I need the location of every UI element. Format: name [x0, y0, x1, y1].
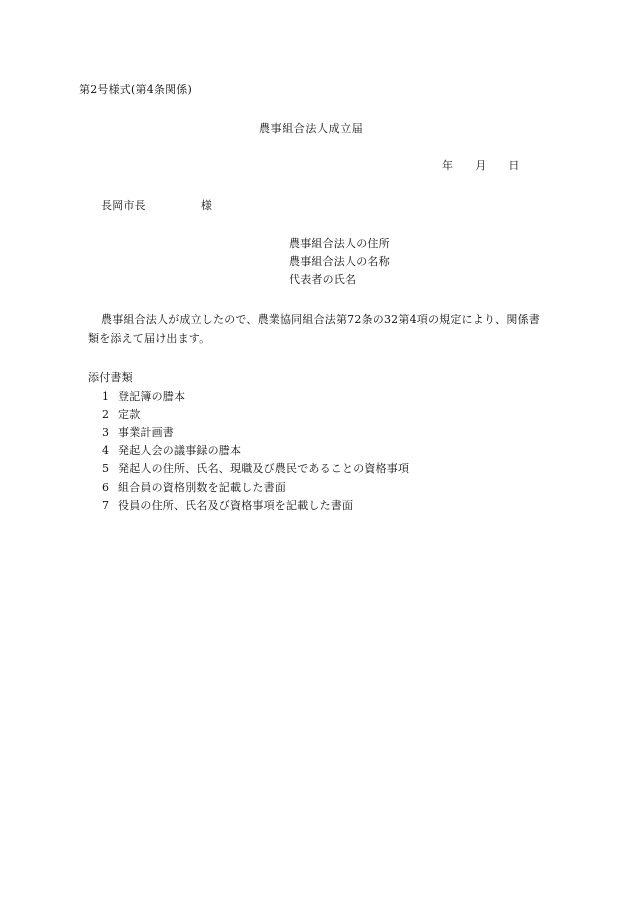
addressee-name: 長岡市長	[101, 199, 146, 212]
list-item-number: 1	[102, 390, 110, 403]
list-item	[102, 427, 174, 438]
date-month-label: 月	[475, 159, 487, 172]
date-year-label: 年	[442, 159, 454, 172]
list-item-number: 2	[102, 408, 110, 421]
list-item	[102, 445, 241, 456]
list-item-number: 6	[102, 481, 110, 494]
document-title: 農事組合法人成立届	[259, 122, 364, 135]
list-item-text: 定款	[118, 408, 141, 421]
list-item-text: 発起人会の議事録の謄本	[118, 444, 242, 457]
list-item-number: 7	[102, 499, 110, 512]
date-day-label: 日	[508, 159, 520, 172]
list-item-text: 発起人の住所、氏名、現職及び農民であることの資格事項	[118, 462, 410, 475]
list-item-number: 3	[102, 426, 110, 439]
representative-name-label: 代表者の氏名	[289, 273, 357, 286]
applicant-name-label: 農事組合法人の名称	[289, 255, 390, 268]
addressee-honorific: 様	[200, 199, 213, 212]
list-item-text: 役員の住所、氏名及び資格事項を記載した書面	[118, 499, 354, 512]
list-item-text: 事業計画書	[118, 426, 174, 439]
list-item	[102, 500, 353, 511]
applicant-address-label: 農事組合法人の住所	[289, 237, 390, 250]
list-item-number: 5	[102, 462, 110, 475]
list-item	[102, 482, 286, 493]
attachments-heading: 添付書類	[88, 371, 133, 384]
list-item	[102, 391, 185, 402]
list-item-text: 登記簿の謄本	[118, 390, 186, 403]
date-line	[442, 160, 520, 171]
body-text-line-2: 類を添えて届け出ます。	[88, 332, 211, 345]
list-item	[102, 409, 140, 420]
body-text-line-1: 農事組合法人が成立したので、農業協同組合法第72条の32第4項の規定により、関係書	[101, 313, 540, 326]
list-item-number: 4	[102, 444, 110, 457]
list-item-text: 組合員の資格別数を記載した書面	[118, 481, 286, 494]
addressee	[101, 200, 212, 211]
list-item	[102, 463, 409, 474]
form-number: 第2号様式(第4条関係)	[79, 83, 192, 96]
